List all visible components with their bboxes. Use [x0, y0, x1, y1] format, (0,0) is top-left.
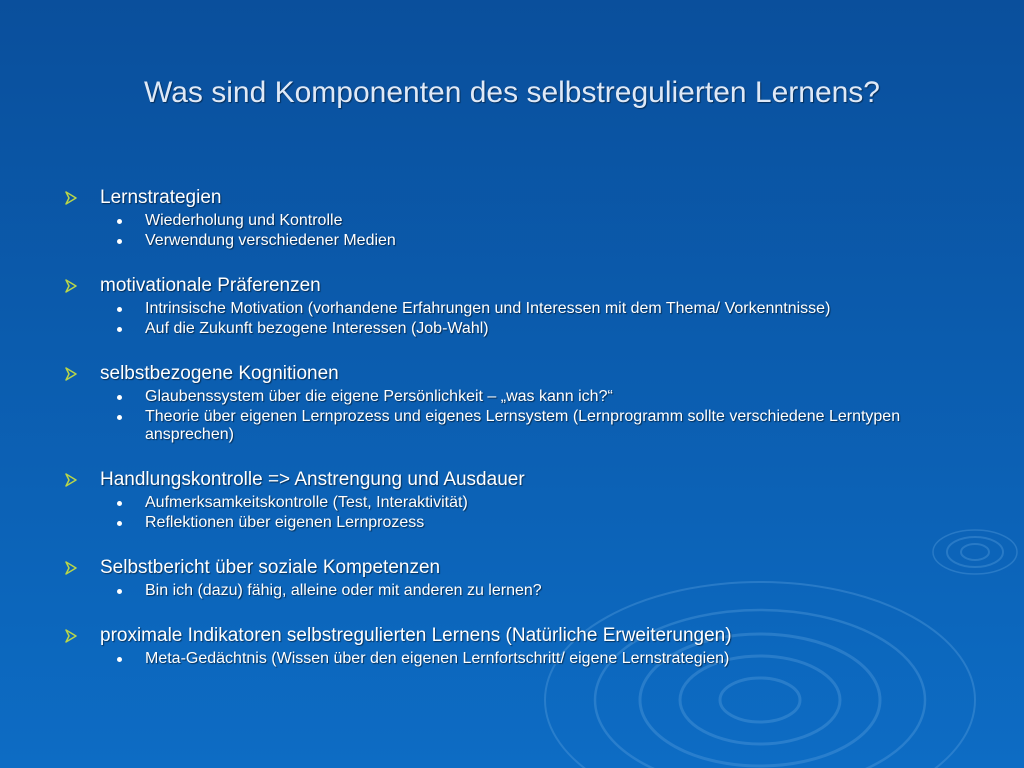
main-bullet-text: proximale Indikatoren selbstregulierten Lernens (Natürliche Erweiterungen)	[100, 625, 732, 646]
main-bullet-text: Lernstrategien	[100, 187, 222, 208]
dot-bullet-icon	[117, 239, 122, 244]
main-bullet	[60, 556, 960, 580]
section-handlungskontrolle	[60, 468, 960, 532]
arrow-bullet-icon	[64, 561, 78, 575]
main-bullet	[60, 186, 960, 210]
sub-bullet-list	[60, 388, 960, 444]
sub-bullet-text: Reflektionen über eigenen Lernprozess	[145, 514, 425, 531]
sub-bullet-text: Wiederholung und Kontrolle	[145, 212, 343, 229]
main-bullet-text: Selbstbericht über soziale Kompetenzen	[100, 557, 441, 578]
main-bullet	[60, 362, 960, 386]
section-selbstbezogene-kognitionen	[60, 362, 960, 444]
sub-bullet-text: Intrinsische Motivation (vorhandene Erfahrungen und Interessen mit dem Thema/ Vorkenntnisse)	[145, 300, 831, 317]
section-lernstrategien	[60, 186, 960, 250]
dot-bullet-icon	[117, 501, 122, 506]
sub-bullet-list	[60, 650, 960, 668]
sub-bullet	[60, 320, 960, 338]
sub-bullet-list	[60, 494, 960, 532]
arrow-bullet-icon	[64, 629, 78, 643]
dot-bullet-icon	[117, 415, 122, 420]
sub-bullet	[60, 582, 960, 600]
main-bullet-text: motivationale Präferenzen	[100, 275, 321, 296]
sub-bullet-text: Meta-Gedächtnis (Wissen über den eigenen Lernfortschritt/ eigene Lernstrategien)	[145, 650, 730, 667]
sub-bullet-text: Glaubenssystem über die eigene Persönlichkeit – „was kann ich?“	[145, 388, 613, 405]
sub-bullet	[60, 232, 960, 250]
sub-bullet	[60, 388, 960, 406]
main-bullet	[60, 468, 960, 492]
dot-bullet-icon	[117, 219, 122, 224]
sub-bullet-text: Theorie über eigenen Lernprozess und eigenes Lernsystem (Lernprogramm sollte verschiedene Lerntypen ansprechen)	[145, 408, 901, 443]
dot-bullet-icon	[117, 521, 122, 526]
dot-bullet-icon	[117, 395, 122, 400]
sub-bullet-text: Aufmerksamkeitskontrolle (Test, Interaktivität)	[145, 494, 468, 511]
sub-bullet	[60, 514, 960, 532]
sub-bullet	[60, 408, 960, 444]
dot-bullet-icon	[117, 307, 122, 312]
sub-bullet-text: Verwendung verschiedener Medien	[145, 232, 396, 249]
sub-bullet	[60, 494, 960, 512]
slide-title: Was sind Komponenten des selbstregulierten Lernens?	[144, 76, 880, 109]
sub-bullet-list	[60, 300, 960, 338]
main-bullet	[60, 274, 960, 298]
dot-bullet-icon	[117, 327, 122, 332]
sub-bullet-text: Bin ich (dazu) fähig, alleine oder mit anderen zu lernen?	[145, 582, 542, 599]
sub-bullet-text: Auf die Zukunft bezogene Interessen (Job-Wahl)	[145, 320, 489, 337]
sub-bullet	[60, 650, 960, 668]
sub-bullet-list	[60, 582, 960, 600]
main-bullet-text: selbstbezogene Kognitionen	[100, 363, 339, 384]
arrow-bullet-icon	[64, 473, 78, 487]
section-selbstbericht	[60, 556, 960, 600]
dot-bullet-icon	[117, 589, 122, 594]
main-bullet	[60, 624, 960, 648]
section-proximale-indikatoren	[60, 624, 960, 668]
arrow-bullet-icon	[64, 367, 78, 381]
arrow-bullet-icon	[64, 191, 78, 205]
sub-bullet	[60, 300, 960, 318]
slide-content	[60, 186, 960, 668]
main-bullet-text: Handlungskontrolle => Anstrengung und Ausdauer	[100, 469, 525, 490]
sub-bullet-list	[60, 212, 960, 250]
dot-bullet-icon	[117, 657, 122, 662]
arrow-bullet-icon	[64, 279, 78, 293]
section-motivationale-praeferenzen	[60, 274, 960, 338]
sub-bullet	[60, 212, 960, 230]
